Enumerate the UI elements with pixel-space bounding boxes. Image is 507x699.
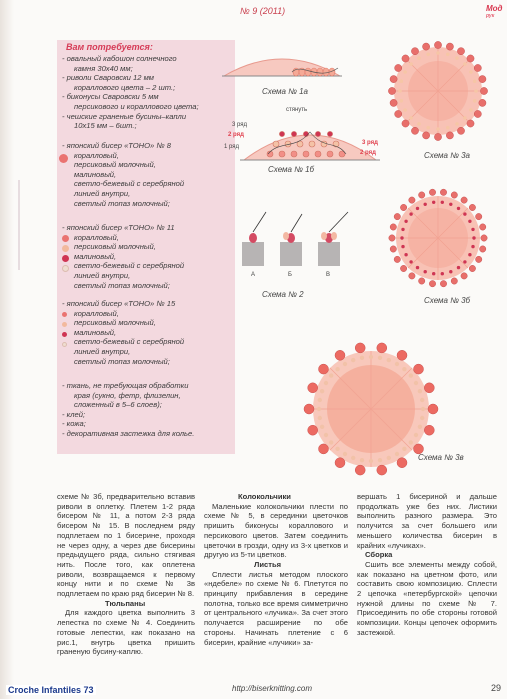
bead bbox=[461, 197, 467, 203]
material-item: края (сукно, фетр, флизелин, bbox=[74, 390, 181, 400]
bead bbox=[446, 126, 450, 130]
bead bbox=[377, 465, 387, 475]
tighten-label: стянуть bbox=[286, 107, 308, 113]
bead bbox=[472, 236, 475, 239]
toho8-item: линией внутри, bbox=[74, 188, 131, 198]
bead bbox=[402, 55, 409, 62]
bead bbox=[455, 56, 459, 60]
bead bbox=[461, 273, 467, 279]
toho11-title: - японский бисер «ТОНО» № 11 bbox=[62, 223, 175, 232]
row3-label: 3 ряд bbox=[232, 122, 248, 128]
bead bbox=[449, 270, 452, 273]
toho15-item: коралловый, bbox=[74, 308, 119, 318]
bead bbox=[469, 204, 475, 210]
schema-3b-caption: Схема № 3б bbox=[424, 296, 471, 305]
bead bbox=[411, 127, 418, 134]
edge-mark bbox=[18, 180, 20, 270]
bead bbox=[424, 203, 427, 206]
bead bbox=[395, 64, 402, 71]
bead bbox=[403, 108, 407, 112]
bead bbox=[467, 55, 474, 62]
bead bbox=[398, 89, 402, 93]
bead bbox=[390, 76, 397, 83]
article-paragraph: Маленькие колокольчики плести по схеме № 5, в серединки цветочков пришить биконусы кораллового и персикового цветов. Затем соединить цветочки в грозди, одну из 3-х цветков и другую из 5-ти цветков. bbox=[204, 501, 348, 560]
bead bbox=[378, 458, 382, 462]
bead bbox=[400, 79, 404, 83]
materials-list bbox=[62, 54, 234, 131]
peach-bead-swatch bbox=[62, 322, 67, 327]
bead bbox=[409, 273, 415, 279]
bead bbox=[479, 99, 486, 106]
bead bbox=[394, 213, 400, 219]
bead bbox=[426, 126, 430, 130]
bead bbox=[476, 213, 482, 219]
bead bbox=[320, 389, 324, 393]
bead bbox=[416, 207, 419, 210]
toho15-item: светло-бежевый с серебряной bbox=[74, 337, 185, 347]
bead bbox=[469, 265, 475, 271]
brand-subtext: рук bbox=[486, 13, 495, 19]
bead bbox=[432, 272, 435, 275]
material-item: - ткань, не требующая обработки bbox=[62, 381, 189, 390]
brand-logo bbox=[486, 4, 503, 19]
article-paragraph: Сшить все элементы между собой, как показано на цветном фото, или составить свою композицию. Сплести 2 цепочка «петербургской» цепочки нужной длины по схеме № 7. Присоединить по обе стороны готовой композиции. Концы цепочек оформить застежкой. bbox=[357, 559, 497, 637]
bead bbox=[324, 381, 328, 385]
bead bbox=[409, 373, 413, 377]
material-item: - овальный кабошон солнечного bbox=[62, 54, 177, 63]
raspberry-bead-swatch bbox=[62, 255, 69, 262]
toho8-list bbox=[62, 141, 234, 208]
material-item: кораллового цвета – 2 шт.; bbox=[74, 82, 176, 92]
bead bbox=[369, 355, 373, 359]
bead bbox=[457, 266, 460, 269]
bead bbox=[320, 425, 324, 429]
material-item: - чешские граненые бусины–капли bbox=[62, 111, 187, 121]
bead bbox=[441, 201, 444, 204]
toho8-item: малиновый, bbox=[74, 169, 117, 179]
toho11-list bbox=[62, 223, 234, 290]
bead bbox=[420, 416, 424, 420]
schema-2-diagram bbox=[236, 212, 356, 272]
bead bbox=[409, 212, 412, 215]
schema-2-caption: Схема № 2 bbox=[262, 290, 304, 299]
section-title-bells: Колокольчики bbox=[238, 492, 291, 501]
footer-url: http://biserknitting.com bbox=[232, 684, 313, 693]
bead bbox=[419, 192, 425, 198]
bead bbox=[387, 456, 391, 460]
bead bbox=[473, 79, 477, 83]
bead bbox=[324, 433, 328, 437]
row2-red-label: 2 ряд bbox=[360, 150, 376, 156]
bead bbox=[474, 64, 481, 71]
bead bbox=[369, 459, 373, 463]
tile-b-label: Б bbox=[288, 272, 292, 278]
bead bbox=[395, 110, 402, 117]
bead bbox=[481, 235, 487, 241]
toho15-item: персиковый молочный, bbox=[74, 318, 156, 328]
bead bbox=[400, 265, 406, 271]
article-column-2 bbox=[204, 492, 348, 647]
bead bbox=[417, 122, 421, 126]
schema-3a-caption: Схема № 3а bbox=[424, 151, 470, 160]
coral-bead-swatch bbox=[62, 235, 69, 242]
toho11-item: малиновый, bbox=[74, 251, 117, 261]
bead bbox=[468, 253, 471, 256]
schema-3v-caption: Схема № 3в bbox=[418, 453, 464, 462]
bead bbox=[434, 41, 441, 48]
bead bbox=[409, 440, 413, 444]
toho11-item: светло-бежевый с серебряной bbox=[74, 261, 185, 271]
bead bbox=[455, 122, 459, 126]
bead bbox=[480, 87, 487, 94]
bead bbox=[318, 398, 322, 402]
bead bbox=[360, 356, 364, 360]
page-number: 29 bbox=[491, 683, 502, 693]
raspberry-bead-swatch bbox=[62, 332, 67, 337]
bead bbox=[418, 389, 422, 393]
bead bbox=[351, 456, 355, 460]
bead bbox=[351, 358, 355, 362]
section-title-tulips: Тюльпаны bbox=[105, 598, 146, 608]
beige-bead-swatch bbox=[62, 265, 69, 272]
article-column-3 bbox=[357, 492, 497, 638]
bead bbox=[394, 256, 400, 262]
bead bbox=[469, 108, 473, 112]
bead bbox=[343, 362, 347, 366]
bead bbox=[436, 127, 440, 131]
bead bbox=[395, 362, 399, 366]
bead bbox=[335, 447, 339, 451]
material-item: - биконусы Сваровски 5 мм bbox=[62, 92, 159, 102]
bead bbox=[457, 48, 464, 55]
toho11-item: коралловый, bbox=[74, 232, 119, 242]
bead bbox=[308, 383, 318, 393]
bead bbox=[434, 133, 441, 140]
bead bbox=[355, 343, 365, 353]
bead bbox=[471, 245, 474, 248]
bead bbox=[402, 120, 409, 127]
bead bbox=[318, 416, 322, 420]
material-item: сложенный в 5–6 слоев); bbox=[74, 400, 162, 410]
bead bbox=[335, 350, 345, 360]
bead bbox=[463, 62, 467, 66]
row1-label: 1 ряд bbox=[224, 144, 240, 150]
bead bbox=[343, 452, 347, 456]
article-paragraph: Сплести листья методом плоского «ндебеле» по схеме № 6. Плетутся по принципу прибавления в середине полотна, только все время симметрично от центрального «лучика». За счет этого получается расширение по обе стороны. Начинать плетение с 6 бисерин, крайние «лучики» за- bbox=[204, 569, 348, 647]
bead bbox=[471, 228, 474, 231]
bead bbox=[409, 116, 413, 120]
section-title-leaves: Листья bbox=[254, 559, 282, 569]
materials-tail bbox=[62, 381, 234, 439]
bead bbox=[403, 70, 407, 74]
bead bbox=[335, 458, 345, 468]
toho15-item: линией внутри, bbox=[74, 346, 131, 356]
bead bbox=[421, 407, 425, 411]
toho15-title: - японский бисер «ТОНО» № 15 bbox=[62, 299, 176, 308]
material-item: камня 30х40 мм; bbox=[74, 63, 133, 73]
bead bbox=[423, 132, 430, 139]
schema-3a-diagram bbox=[383, 36, 493, 146]
bead bbox=[424, 270, 427, 273]
bead bbox=[463, 260, 466, 263]
bead bbox=[329, 373, 333, 377]
article-paragraph: Для каждого цветка выполнить 3 лепестка по схеме № 4. Соединить готовые лепестки, как показано на рис.1, внутрь цветка пришить граненую бусину-каплю. bbox=[57, 608, 195, 657]
coral-bead-swatch bbox=[59, 154, 68, 163]
bead bbox=[404, 253, 407, 256]
peach-bead-swatch bbox=[62, 245, 69, 252]
bead bbox=[440, 189, 446, 195]
bead bbox=[424, 425, 434, 435]
bead bbox=[451, 192, 457, 198]
bead bbox=[428, 404, 438, 414]
toho11-item: линией внутри, bbox=[74, 270, 131, 280]
bead bbox=[409, 197, 415, 203]
bead bbox=[419, 278, 425, 284]
bead bbox=[400, 204, 406, 210]
bead bbox=[417, 56, 421, 60]
issue-number: № 9 (2011) bbox=[240, 6, 286, 16]
schema-1a-diagram bbox=[222, 48, 342, 88]
bead bbox=[390, 246, 396, 252]
bead bbox=[473, 99, 477, 103]
material-item: - риволи Сваровски 12 мм bbox=[62, 73, 154, 83]
bead bbox=[424, 383, 434, 393]
bead bbox=[441, 272, 444, 275]
bead bbox=[451, 278, 457, 284]
bead bbox=[474, 110, 481, 117]
bead bbox=[400, 236, 403, 239]
bead bbox=[446, 53, 450, 57]
bead bbox=[469, 70, 473, 74]
bead bbox=[377, 343, 387, 353]
bead bbox=[308, 425, 318, 435]
bead bbox=[411, 48, 418, 55]
material-item: 10х15 мм – 6шт.; bbox=[74, 121, 137, 131]
article-paragraph: вершать 1 бисериной и дальше продолжать уже без них. Листики выполнить разного размера. Это получится за счет большего или меньшего количества бисерин в крайних «лучиках». bbox=[357, 492, 497, 550]
schema-1b-caption: Схема № 1б bbox=[268, 165, 315, 174]
bead bbox=[446, 132, 453, 139]
bead bbox=[389, 235, 395, 241]
bead bbox=[418, 425, 422, 429]
coral-bead-swatch bbox=[62, 312, 67, 317]
bead bbox=[390, 224, 396, 230]
material-item: - клей; bbox=[62, 409, 86, 419]
bead bbox=[457, 127, 464, 134]
bead bbox=[402, 447, 406, 451]
bead bbox=[423, 43, 430, 50]
bead bbox=[449, 203, 452, 206]
article-paragraph: схеме № 3б, предварительно вставив риволи в оплетку. Плетем 1-2 ряда бисером № 11, а потом 2-3 ряда бисером № 15. В последнем ряду подплетаем по 1 бисерине, проходя не через одну, а через две бисерины предыдущего ряда, сильно стягивая нить. После того, как оплетена риволи, возвращаемся к первому концу нити и по схеме № 3в подплетаем по краю ряд бисерин № 8. bbox=[57, 492, 195, 599]
bead bbox=[429, 281, 435, 287]
bead bbox=[319, 364, 329, 374]
bead bbox=[401, 245, 404, 248]
bead bbox=[467, 120, 474, 127]
toho8-item: персиковый молочный, bbox=[74, 160, 156, 170]
bead bbox=[440, 281, 446, 287]
bead bbox=[409, 62, 413, 66]
watermark-source: Croche Infantiles 73 bbox=[8, 685, 94, 695]
beige-bead-swatch bbox=[62, 342, 67, 347]
toho8-item: коралловый, bbox=[74, 150, 119, 160]
toho15-item: малиновый, bbox=[74, 327, 117, 337]
bead bbox=[414, 433, 418, 437]
row2-label: 2 ряд bbox=[228, 132, 244, 138]
schema-3b-diagram bbox=[383, 183, 493, 293]
toho8-item: светло-бежевый с серебряной bbox=[74, 179, 185, 189]
material-item: - кожа; bbox=[62, 419, 86, 429]
bead bbox=[446, 43, 453, 50]
tile-a-label: А bbox=[251, 272, 256, 278]
bead bbox=[436, 51, 440, 55]
bead bbox=[397, 350, 407, 360]
bead bbox=[479, 76, 486, 83]
bead bbox=[395, 452, 399, 456]
bead bbox=[420, 398, 424, 402]
bead bbox=[409, 260, 412, 263]
toho11-item: светлый топаз молочный; bbox=[74, 280, 170, 290]
bead bbox=[416, 266, 419, 269]
bead bbox=[414, 381, 418, 385]
page-spine-shadow bbox=[0, 0, 14, 699]
bead bbox=[400, 99, 404, 103]
bead bbox=[329, 440, 333, 444]
bead bbox=[476, 256, 482, 262]
bead bbox=[390, 99, 397, 106]
toho15-item: светлый топаз молочный; bbox=[74, 356, 170, 366]
bead bbox=[463, 212, 466, 215]
tile-v-label: В bbox=[326, 272, 331, 278]
materials-title: Вам потребуется: bbox=[66, 42, 153, 52]
bead bbox=[457, 207, 460, 210]
bead bbox=[317, 407, 321, 411]
toho11-item: персиковый молочный, bbox=[74, 242, 156, 252]
bead bbox=[304, 404, 314, 414]
bead bbox=[378, 356, 382, 360]
bead bbox=[335, 367, 339, 371]
section-title-assembly: Сборка bbox=[365, 550, 393, 560]
bead bbox=[401, 228, 404, 231]
bead bbox=[474, 89, 478, 93]
bead bbox=[388, 87, 395, 94]
schema-1b-diagram bbox=[240, 110, 380, 170]
bead bbox=[414, 364, 424, 374]
bead bbox=[429, 189, 435, 195]
brand-text: Мод bbox=[486, 4, 503, 13]
bead bbox=[426, 53, 430, 57]
bead bbox=[355, 465, 365, 475]
toho8-title: - японский бисер «ТОНО» № 8 bbox=[62, 141, 171, 150]
toho15-list bbox=[62, 299, 234, 366]
schema-1a-caption: Схема № 1а bbox=[262, 87, 308, 96]
bead bbox=[387, 358, 391, 362]
bead bbox=[319, 444, 329, 454]
material-item: - декоративная застежка для колье. bbox=[62, 428, 195, 438]
article-column-1 bbox=[57, 492, 195, 657]
bead bbox=[480, 246, 486, 252]
row3-red-label: 3 ряд bbox=[362, 140, 378, 146]
bead bbox=[402, 367, 406, 371]
material-item: персикового и кораллового цвета; bbox=[74, 101, 199, 111]
toho8-item: светлый топаз молочный; bbox=[74, 198, 170, 208]
bead bbox=[468, 220, 471, 223]
bead bbox=[432, 201, 435, 204]
bead bbox=[463, 116, 467, 120]
bead bbox=[404, 220, 407, 223]
bead bbox=[480, 224, 486, 230]
bead bbox=[360, 458, 364, 462]
bead bbox=[397, 458, 407, 468]
